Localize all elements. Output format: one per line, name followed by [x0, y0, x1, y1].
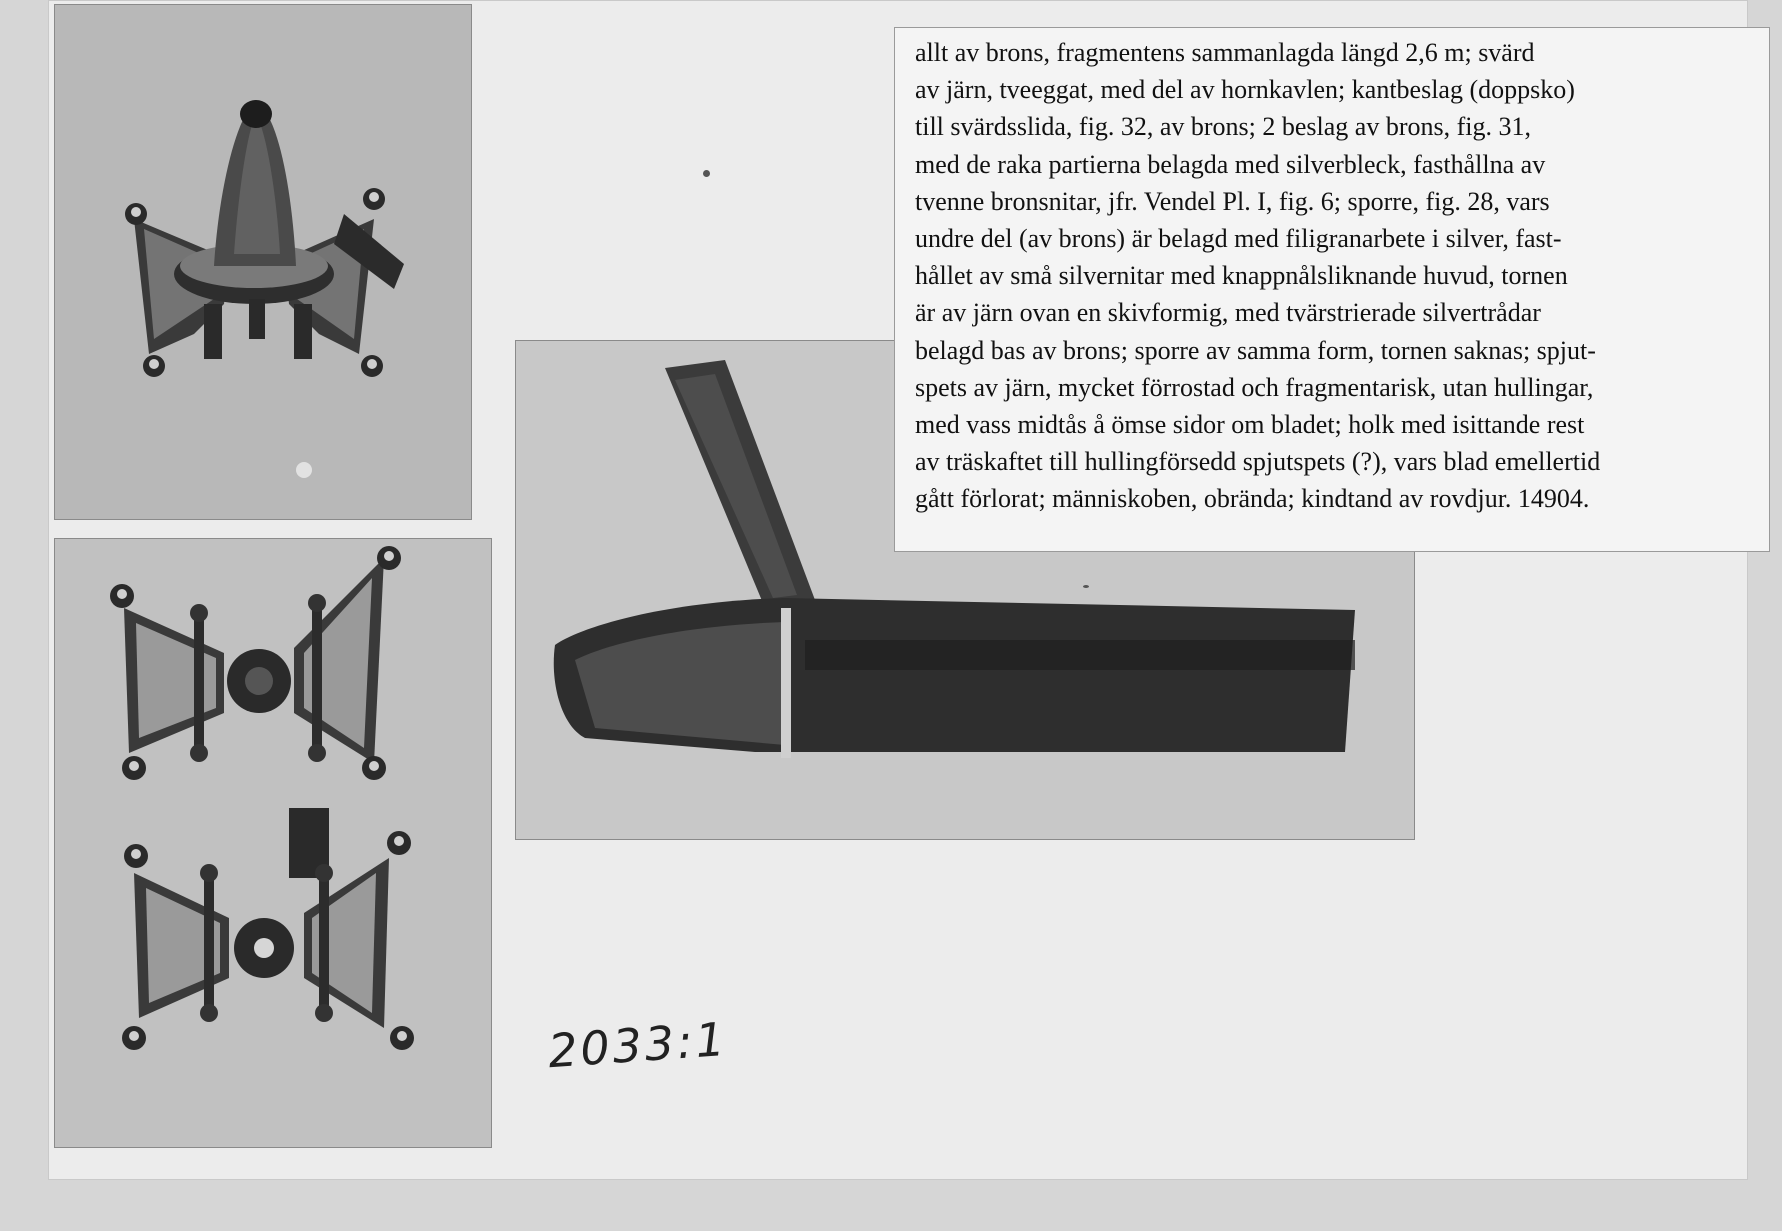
archive-card: [48, 0, 1748, 1180]
photo-spur-plate-front: [54, 538, 492, 1148]
text-line-12: av träskaftet till hullingförsedd spjutspets (?), vars blad emellertid: [915, 447, 1601, 477]
text-line-11: med vass midtås å ömse sidor om bladet; holk med isittande rest: [915, 410, 1585, 440]
dust-speck: [1083, 585, 1089, 588]
photo-spur-top: [54, 4, 472, 520]
text-line-5: tvenne bronsnitar, jfr. Vendel Pl. I, fig. 6; sporre, fig. 28, vars: [915, 186, 1550, 216]
text-line-4: med de raka partierna belagda med silverbleck, fasthållna av: [915, 149, 1546, 179]
spur-plates-illustration: [54, 538, 492, 1148]
text-line-7: hållet av små silvernitar med knappnålsliknande huvud, tornen: [915, 261, 1568, 291]
text-line-1: allt av brons, fragmentens sammanlagda längd 2,6 m; svärd: [915, 38, 1535, 67]
handwritten-catalogue-number: 2033:1: [546, 1011, 730, 1079]
text-line-6: undre del (av brons) är belagd med filigranarbete i silver, fast-: [915, 224, 1562, 254]
text-line-2: av järn, tveeggat, med del av hornkavlen; kantbeslag (doppsko): [915, 75, 1575, 105]
spur-top-illustration: [54, 4, 472, 520]
catalogue-text: [894, 27, 1770, 552]
text-line-13: gått förlorat; människoben, obrända; kindtand av rovdjur. 14904.: [915, 484, 1590, 514]
dust-speck: [703, 170, 710, 177]
text-line-10: spets av järn, mycket förrostad och fragmentarisk, utan hullingar,: [915, 372, 1594, 402]
text-line-3: till svärdsslida, fig. 32, av brons; 2 beslag av brons, fig. 31,: [915, 112, 1531, 142]
text-line-8: är av järn ovan en skivformig, med tvärstrierade silvertrådar: [915, 298, 1541, 328]
text-line-9: belagd bas av brons; sporre av samma form, tornen saknas; spjut-: [915, 335, 1596, 365]
